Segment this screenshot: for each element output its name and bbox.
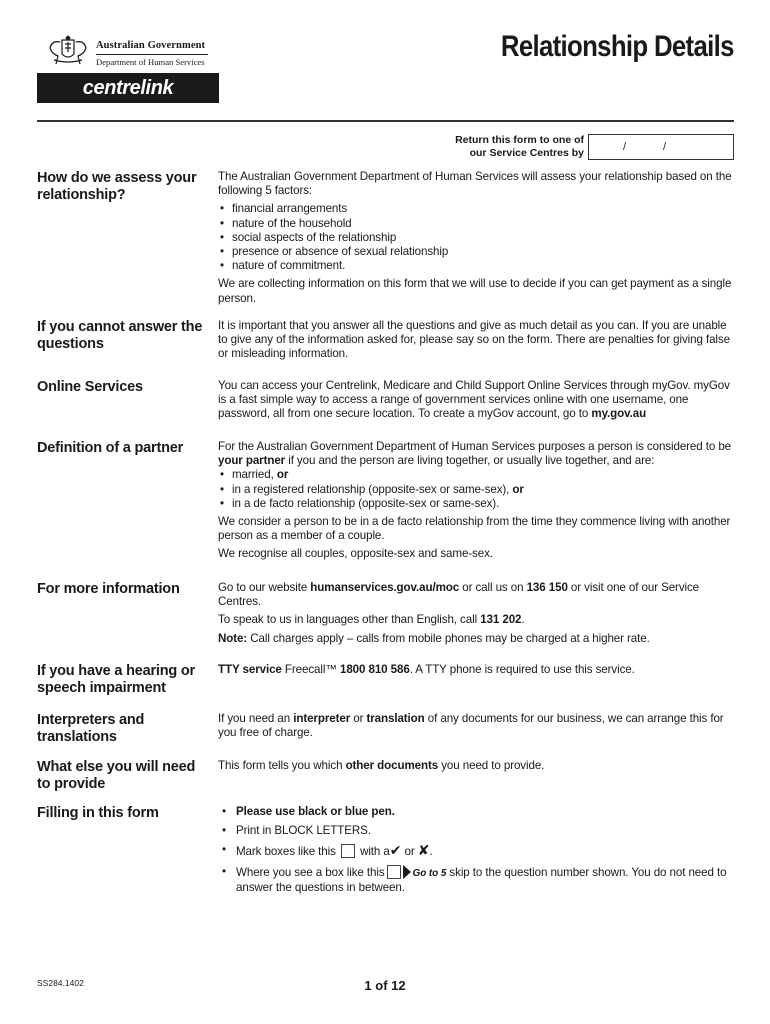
- cross-icon: ✘: [417, 842, 430, 859]
- government-rule: [96, 54, 208, 55]
- list-item: • Print in BLOCK LETTERS.: [218, 824, 734, 838]
- tty-text: TTY service Freecall™ 1800 810 586. A TTY phone is required to use this service.: [218, 663, 635, 676]
- phone-number: 136 150: [526, 581, 568, 594]
- sample-checkbox: [341, 844, 355, 858]
- factor-list: [218, 202, 734, 273]
- government-name: Australian Government: [96, 40, 206, 51]
- list-item: • Mark boxes like this with a✔ or ✘.: [218, 843, 734, 859]
- assess-intro: The Australian Government Department of Human Services will assess your relationship based on the following 5 factors:: [218, 170, 732, 198]
- call-charges-note: Note: Call charges apply – calls from mobile phones may be charged at a higher rate.: [218, 631, 650, 645]
- instruction-list: [218, 805, 734, 895]
- partner-list: [218, 468, 734, 511]
- list-item: • married, or: [218, 468, 734, 482]
- online-text: You can access your Centrelink, Medicare and Child Support Online Services through myGov. myGov is a fast simple way to access a range of government services online with one username, one password, all from one secure location. To create a myGov account, go to my.gov.au: [218, 379, 730, 421]
- partner-intro: For the Australian Government Department of Human Services purposes a person is considered to be your partner if you and the person are living together, or usually live together, and are:: [218, 440, 732, 468]
- date-separator: /: [663, 141, 667, 153]
- website-link[interactable]: humanservices.gov.au/moc: [310, 581, 460, 594]
- collecting-notice: We are collecting information on this form that we will use to decide if you can get payment as a single person.: [218, 277, 732, 305]
- section-heading: If you have a hearing or speech impairment: [37, 663, 195, 696]
- section-heading: What else you will need to provide: [37, 759, 196, 792]
- list-item: • presence or absence of sexual relationship: [218, 245, 734, 259]
- documents-text: This form tells you which other documents you need to provide.: [218, 759, 545, 772]
- list-item: • in a de facto relationship (opposite-sex or same-sex).: [218, 497, 734, 511]
- form-title: Relationship Details: [501, 30, 734, 63]
- section-heading: Filling in this form: [37, 805, 159, 821]
- tick-icon: ✔: [389, 842, 402, 859]
- mygov-link[interactable]: my.gov.au: [591, 407, 647, 421]
- section-heading: For more information: [37, 581, 180, 597]
- arrow-right-icon: [403, 865, 411, 879]
- list-item: • Where you see a box like this Go to 5 skip to the question number shown. You do not need to answer the questions in between.: [218, 865, 734, 895]
- section-heading: Online Services: [37, 379, 143, 395]
- goto-label: Go to 5: [412, 867, 447, 879]
- section-heading: Definition of a partner: [37, 440, 184, 456]
- department-name: Department of Human Services: [96, 57, 205, 67]
- return-date-field[interactable]: [588, 134, 734, 160]
- website-text: Go to our website humanservices.gov.au/moc or call us on 136 150 or visit one of our Service Centres.: [218, 581, 700, 609]
- language-text: To speak to us in languages other than English, call 131 202.: [218, 613, 525, 627]
- list-item: • in a registered relationship (opposite-sex or same-sex), or: [218, 483, 734, 497]
- header-divider: [37, 120, 734, 122]
- return-by-label: Return this form to one of our Service Centres by: [455, 134, 584, 159]
- list-item: • nature of the household: [218, 217, 734, 231]
- date-separator: /: [623, 141, 627, 153]
- defacto-text: We consider a person to be in a de facto relationship from the time they commence living with another person as a member of a couple.: [218, 515, 731, 543]
- section-heading: If you cannot answer the questions: [37, 319, 203, 352]
- section-heading: Interpreters and translations: [37, 712, 145, 745]
- page-number: 1 of 12: [364, 978, 406, 993]
- list-item: • social aspects of the relationship: [218, 231, 734, 245]
- recognise-text: We recognise all couples, opposite-sex and same-sex.: [218, 547, 493, 561]
- sample-skip-box: [387, 865, 401, 879]
- list-item: • financial arrangements: [218, 202, 734, 216]
- form-code: SS284.1402: [37, 978, 84, 988]
- section-heading: How do we assess your relationship?: [37, 170, 197, 203]
- interpreter-text: If you need an interpreter or translation of any documents for our business, we can arrange this for you free of charge.: [218, 712, 724, 740]
- list-item: • Please use black or blue pen.: [218, 805, 734, 819]
- cannot-answer-text: It is important that you answer all the questions and give as much detail as you can. If you are unable to give any of the information asked for, please say so on the form. There are penalties for giving false or misleading information.: [218, 319, 730, 361]
- centrelink-logo: centrelink: [37, 73, 219, 103]
- coat-of-arms-icon: [46, 34, 90, 66]
- list-item: • nature of commitment.: [218, 259, 734, 273]
